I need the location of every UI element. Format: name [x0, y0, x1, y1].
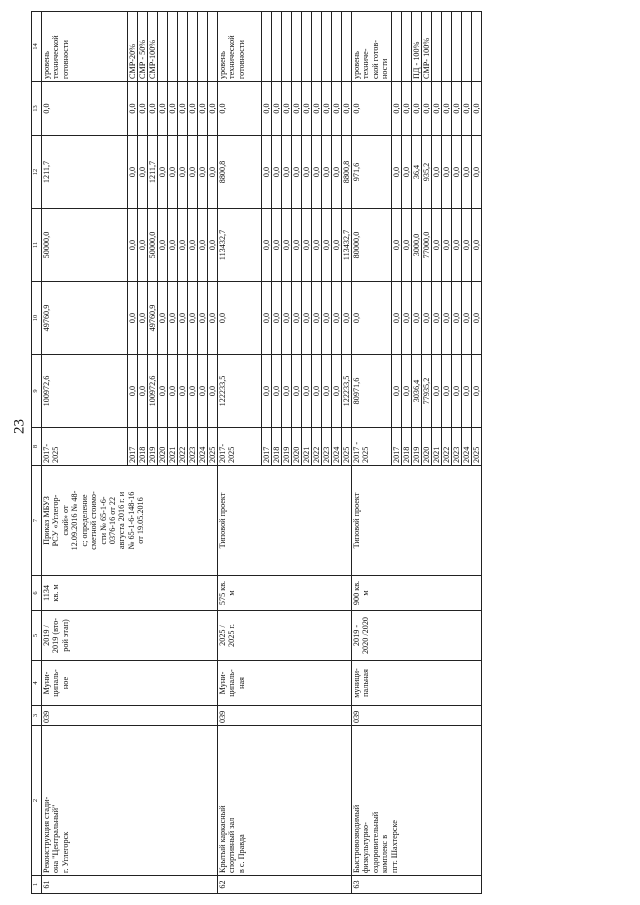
year-value: 0,0 — [292, 208, 302, 281]
project-row — [218, 11, 262, 893]
year-value: 0,0 — [322, 81, 332, 135]
year-value: 0,0 — [322, 354, 332, 427]
readiness-stage — [178, 11, 188, 81]
construction-period: 2019 / 2019 (вто- рой этап) — [42, 610, 218, 660]
year-cell: 2022 — [312, 427, 322, 465]
total-value: 0,0 — [352, 81, 392, 135]
year-value: 0,0 — [178, 354, 188, 427]
total-value: 971,6 — [352, 135, 392, 208]
readiness-stage — [188, 11, 198, 81]
total-value: 1211,7 — [42, 135, 128, 208]
year-value: 0,0 — [262, 208, 272, 281]
year-value: 0,0 — [292, 354, 302, 427]
year-cell: 2024 — [462, 427, 472, 465]
year-cell: 2017 — [262, 427, 272, 465]
readiness-label: уровень техниче- ской готов- ности — [352, 11, 392, 81]
year-value: 0,0 — [282, 208, 292, 281]
year-value: 0,0 — [392, 208, 402, 281]
year-value: 0,0 — [188, 208, 198, 281]
basis-document: Приказ МБУЗ РСУ «Углегор- ский» от 12.09.2016 № 48- с; определение сметной стоимо- сти № 65-1-6- 0376-16 от 22 августа 2016 г. и № 65-1-6-148-16 от 19.05.2016 — [42, 465, 218, 575]
year-value: 0,0 — [168, 354, 178, 427]
year-value: 0,0 — [472, 135, 482, 208]
total-value: 49760,9 — [42, 281, 128, 354]
readiness-stage — [332, 11, 342, 81]
year-value: 0,0 — [262, 81, 272, 135]
year-value: 0,0 — [282, 281, 292, 354]
year-value: 50000,0 — [148, 208, 158, 281]
year-cell: 2017 — [392, 427, 402, 465]
total-period: 2017- 2025 — [42, 427, 128, 465]
year-value: 0,0 — [472, 354, 482, 427]
year-value: 0,0 — [128, 354, 138, 427]
construction-period: 2025 / 2025 г. — [218, 610, 352, 660]
year-value: 0,0 — [128, 208, 138, 281]
total-value: 100972,6 — [42, 354, 128, 427]
budget-code: 039 — [42, 705, 218, 725]
year-value: 0,0 — [332, 135, 342, 208]
year-value: 0,0 — [188, 281, 198, 354]
year-cell: 2018 — [138, 427, 148, 465]
year-value: 0,0 — [442, 135, 452, 208]
year-value: 0,0 — [138, 81, 148, 135]
year-value: 0,0 — [452, 354, 462, 427]
budget-code: 039 — [218, 705, 352, 725]
total-period: 2017- 2025 — [218, 427, 262, 465]
year-value: 0,0 — [432, 135, 442, 208]
year-value: 0,0 — [312, 281, 322, 354]
year-value: 0,0 — [332, 208, 342, 281]
year-value: 0,0 — [188, 81, 198, 135]
readiness-stage — [472, 11, 482, 81]
readiness-stage — [442, 11, 452, 81]
column-numbers-row — [32, 11, 42, 893]
total-value: 122233,5 — [218, 354, 262, 427]
year-value: 0,0 — [292, 135, 302, 208]
column-number: 12 — [32, 135, 42, 208]
readiness-stage — [198, 11, 208, 81]
year-value: 0,0 — [302, 81, 312, 135]
row-number: 62 — [218, 875, 352, 893]
year-value: 0,0 — [178, 81, 188, 135]
year-value: 0,0 — [432, 354, 442, 427]
readiness-label: уровень технической готовности — [42, 11, 128, 81]
ownership-form: муници- пальная — [352, 660, 482, 705]
year-value: 122233,5 — [342, 354, 352, 427]
year-value: 0,0 — [452, 135, 462, 208]
year-value: 0,0 — [272, 208, 282, 281]
column-number: 13 — [32, 81, 42, 135]
year-value: 0,0 — [392, 81, 402, 135]
year-value: 49760,9 — [148, 281, 158, 354]
year-value: 0,0 — [138, 281, 148, 354]
year-value: 0,0 — [128, 281, 138, 354]
year-value: 0,0 — [208, 281, 218, 354]
column-number: 3 — [32, 705, 42, 725]
readiness-label: уровень технической готовности — [218, 11, 262, 81]
year-value: 3000,0 — [412, 208, 422, 281]
year-cell: 2019 — [282, 427, 292, 465]
year-value: 0,0 — [432, 281, 442, 354]
project-row — [352, 11, 392, 893]
year-value: 0,0 — [322, 281, 332, 354]
ownership-form: Муни- ципаль- ная — [218, 660, 352, 705]
column-number: 2 — [32, 725, 42, 875]
year-value: 100972,6 — [148, 354, 158, 427]
year-value: 0,0 — [422, 281, 432, 354]
budget-code: 039 — [352, 705, 482, 725]
year-cell: 2022 — [178, 427, 188, 465]
basis-document: Типовой проект — [218, 465, 352, 575]
year-value: 0,0 — [402, 281, 412, 354]
year-value: 0,0 — [332, 354, 342, 427]
total-value: 80000,0 — [352, 208, 392, 281]
year-value: 0,0 — [472, 281, 482, 354]
year-value: 0,0 — [392, 281, 402, 354]
year-value: 0,0 — [198, 208, 208, 281]
column-number: 4 — [32, 660, 42, 705]
year-value: 0,0 — [262, 135, 272, 208]
readiness-stage — [312, 11, 322, 81]
year-value: 0,0 — [168, 81, 178, 135]
construction-period: 2019 - 2020 /2020 — [352, 610, 482, 660]
total-value: 8800,8 — [218, 135, 262, 208]
year-value: 36,4 — [412, 135, 422, 208]
year-value: 0,0 — [178, 135, 188, 208]
readiness-stage: СМР-100% — [148, 11, 158, 81]
year-value: 0,0 — [452, 81, 462, 135]
row-number: 61 — [42, 875, 218, 893]
readiness-stage — [452, 11, 462, 81]
year-value: 1211,7 — [148, 135, 158, 208]
year-value: 113432,7 — [342, 208, 352, 281]
readiness-stage: СМР - 50% — [138, 11, 148, 81]
year-value: 0,0 — [282, 81, 292, 135]
year-cell: 2020 — [292, 427, 302, 465]
table-body — [32, 11, 482, 893]
year-value: 0,0 — [188, 135, 198, 208]
row-number: 63 — [352, 875, 482, 893]
column-number: 14 — [32, 11, 42, 81]
year-value: 0,0 — [462, 208, 472, 281]
column-number: 9 — [32, 354, 42, 427]
year-value: 0,0 — [472, 81, 482, 135]
total-period: 2017 - 2025 — [352, 427, 392, 465]
year-value: 0,0 — [402, 208, 412, 281]
readiness-stage — [208, 11, 218, 81]
year-cell: 2021 — [168, 427, 178, 465]
year-value: 3036,4 — [412, 354, 422, 427]
capacity: 900 кв. м — [352, 575, 482, 610]
year-value: 0,0 — [138, 135, 148, 208]
year-value: 0,0 — [282, 354, 292, 427]
year-cell: 2018 — [272, 427, 282, 465]
total-value: 0,0 — [218, 281, 262, 354]
year-value: 0,0 — [148, 81, 158, 135]
year-value: 77935,2 — [422, 354, 432, 427]
year-value: 0,0 — [272, 135, 282, 208]
year-value: 0,0 — [302, 354, 312, 427]
year-value: 0,0 — [312, 208, 322, 281]
year-value: 0,0 — [392, 354, 402, 427]
year-value: 0,0 — [442, 281, 452, 354]
year-value: 0,0 — [402, 135, 412, 208]
readiness-stage — [392, 11, 402, 81]
readiness-stage — [302, 11, 312, 81]
year-cell: 2024 — [198, 427, 208, 465]
readiness-stage — [262, 11, 272, 81]
project-name: Быстровозводимый физкультурно- оздоровительный комплекс в пгт. Шахтерске — [352, 725, 482, 875]
year-value: 0,0 — [322, 135, 332, 208]
year-value: 0,0 — [292, 81, 302, 135]
year-cell: 2024 — [332, 427, 342, 465]
year-value: 0,0 — [442, 81, 452, 135]
year-value: 0,0 — [198, 281, 208, 354]
ownership-form: Муни- ципаль- ное — [42, 660, 218, 705]
investment-table — [31, 11, 482, 894]
year-value: 0,0 — [302, 208, 312, 281]
year-cell: 2020 — [422, 427, 432, 465]
year-value: 0,0 — [272, 81, 282, 135]
page-number: 23 — [11, 419, 28, 434]
year-cell: 2021 — [432, 427, 442, 465]
year-cell: 2022 — [442, 427, 452, 465]
year-value: 0,0 — [412, 281, 422, 354]
year-value: 0,0 — [208, 354, 218, 427]
year-value: 0,0 — [312, 354, 322, 427]
column-number: 1 — [32, 875, 42, 893]
column-number: 6 — [32, 575, 42, 610]
year-value: 0,0 — [272, 354, 282, 427]
readiness-stage — [282, 11, 292, 81]
total-value: 80971,6 — [352, 354, 392, 427]
year-value: 0,0 — [322, 208, 332, 281]
total-value: 113432,7 — [218, 208, 262, 281]
total-value: 0,0 — [218, 81, 262, 135]
column-number: 10 — [32, 281, 42, 354]
year-value: 0,0 — [342, 281, 352, 354]
year-value: 0,0 — [138, 354, 148, 427]
project-row — [42, 11, 128, 893]
year-value: 0,0 — [452, 208, 462, 281]
year-value: 0,0 — [128, 135, 138, 208]
year-value: 0,0 — [302, 281, 312, 354]
readiness-stage — [292, 11, 302, 81]
readiness-stage — [402, 11, 412, 81]
year-value: 0,0 — [198, 354, 208, 427]
capacity: 1134 кв. м — [42, 575, 218, 610]
year-value: 0,0 — [168, 208, 178, 281]
basis-document: Типовой проект — [352, 465, 482, 575]
year-value: 0,0 — [262, 354, 272, 427]
year-value: 0,0 — [272, 281, 282, 354]
year-cell: 2023 — [188, 427, 198, 465]
year-value: 0,0 — [462, 281, 472, 354]
total-value: 50000,0 — [42, 208, 128, 281]
year-value: 0,0 — [412, 81, 422, 135]
year-value: 0,0 — [208, 135, 218, 208]
year-value: 0,0 — [472, 208, 482, 281]
year-cell: 2021 — [302, 427, 312, 465]
year-cell: 2019 — [412, 427, 422, 465]
year-value: 0,0 — [462, 135, 472, 208]
year-value: 0,0 — [312, 81, 322, 135]
year-value: 0,0 — [462, 354, 472, 427]
readiness-stage — [272, 11, 282, 81]
year-value: 77000,0 — [422, 208, 432, 281]
year-value: 0,0 — [128, 81, 138, 135]
year-value: 0,0 — [442, 208, 452, 281]
year-value: 0,0 — [198, 81, 208, 135]
year-value: 0,0 — [208, 81, 218, 135]
year-value: 0,0 — [198, 135, 208, 208]
total-value: 0,0 — [352, 281, 392, 354]
rotated-page — [31, 12, 609, 894]
year-value: 0,0 — [312, 135, 322, 208]
readiness-stage: ПД - 100% — [412, 11, 422, 81]
readiness-stage — [158, 11, 168, 81]
year-value: 0,0 — [168, 281, 178, 354]
readiness-stage: СМР- 100% — [422, 11, 432, 81]
year-value: 0,0 — [188, 354, 198, 427]
year-value: 0,0 — [432, 81, 442, 135]
year-value: 0,0 — [342, 81, 352, 135]
readiness-stage: СМР-20% — [128, 11, 138, 81]
column-number: 5 — [32, 610, 42, 660]
year-value: 0,0 — [292, 281, 302, 354]
year-cell: 2020 — [158, 427, 168, 465]
year-cell: 2025 — [472, 427, 482, 465]
year-value: 0,0 — [158, 135, 168, 208]
year-value: 0,0 — [332, 281, 342, 354]
year-cell: 2023 — [452, 427, 462, 465]
year-value: 0,0 — [158, 81, 168, 135]
year-value: 0,0 — [178, 281, 188, 354]
year-value: 0,0 — [282, 135, 292, 208]
year-value: 0,0 — [402, 354, 412, 427]
year-value: 0,0 — [158, 281, 168, 354]
column-number: 7 — [32, 465, 42, 575]
project-name: Реконструкция стади- она "Центральный" г. Углегорск — [42, 725, 218, 875]
year-cell: 2025 — [342, 427, 352, 465]
capacity: 575 кв. м — [218, 575, 352, 610]
readiness-stage — [342, 11, 352, 81]
year-value: 0,0 — [392, 135, 402, 208]
column-number: 11 — [32, 208, 42, 281]
year-cell: 2017 — [128, 427, 138, 465]
year-value: 0,0 — [262, 281, 272, 354]
readiness-stage — [432, 11, 442, 81]
readiness-stage — [462, 11, 472, 81]
year-value: 0,0 — [208, 208, 218, 281]
year-value: 0,0 — [452, 281, 462, 354]
year-value: 8800,8 — [342, 135, 352, 208]
project-name: Крытый каркасный спортивный зал в с. Правда — [218, 725, 352, 875]
year-value: 0,0 — [168, 135, 178, 208]
year-cell: 2023 — [322, 427, 332, 465]
year-value: 0,0 — [432, 208, 442, 281]
total-value: 0,0 — [42, 81, 128, 135]
year-value: 0,0 — [442, 354, 452, 427]
year-value: 0,0 — [158, 208, 168, 281]
year-value: 935,2 — [422, 135, 432, 208]
year-cell: 2018 — [402, 427, 412, 465]
year-value: 0,0 — [302, 135, 312, 208]
year-cell: 2025 — [208, 427, 218, 465]
year-value: 0,0 — [462, 81, 472, 135]
readiness-stage — [168, 11, 178, 81]
year-value: 0,0 — [178, 208, 188, 281]
column-number: 8 — [32, 427, 42, 465]
readiness-stage — [322, 11, 332, 81]
year-value: 0,0 — [332, 81, 342, 135]
year-cell: 2019 — [148, 427, 158, 465]
year-value: 0,0 — [138, 208, 148, 281]
year-value: 0,0 — [158, 354, 168, 427]
year-value: 0,0 — [422, 81, 432, 135]
year-value: 0,0 — [402, 81, 412, 135]
